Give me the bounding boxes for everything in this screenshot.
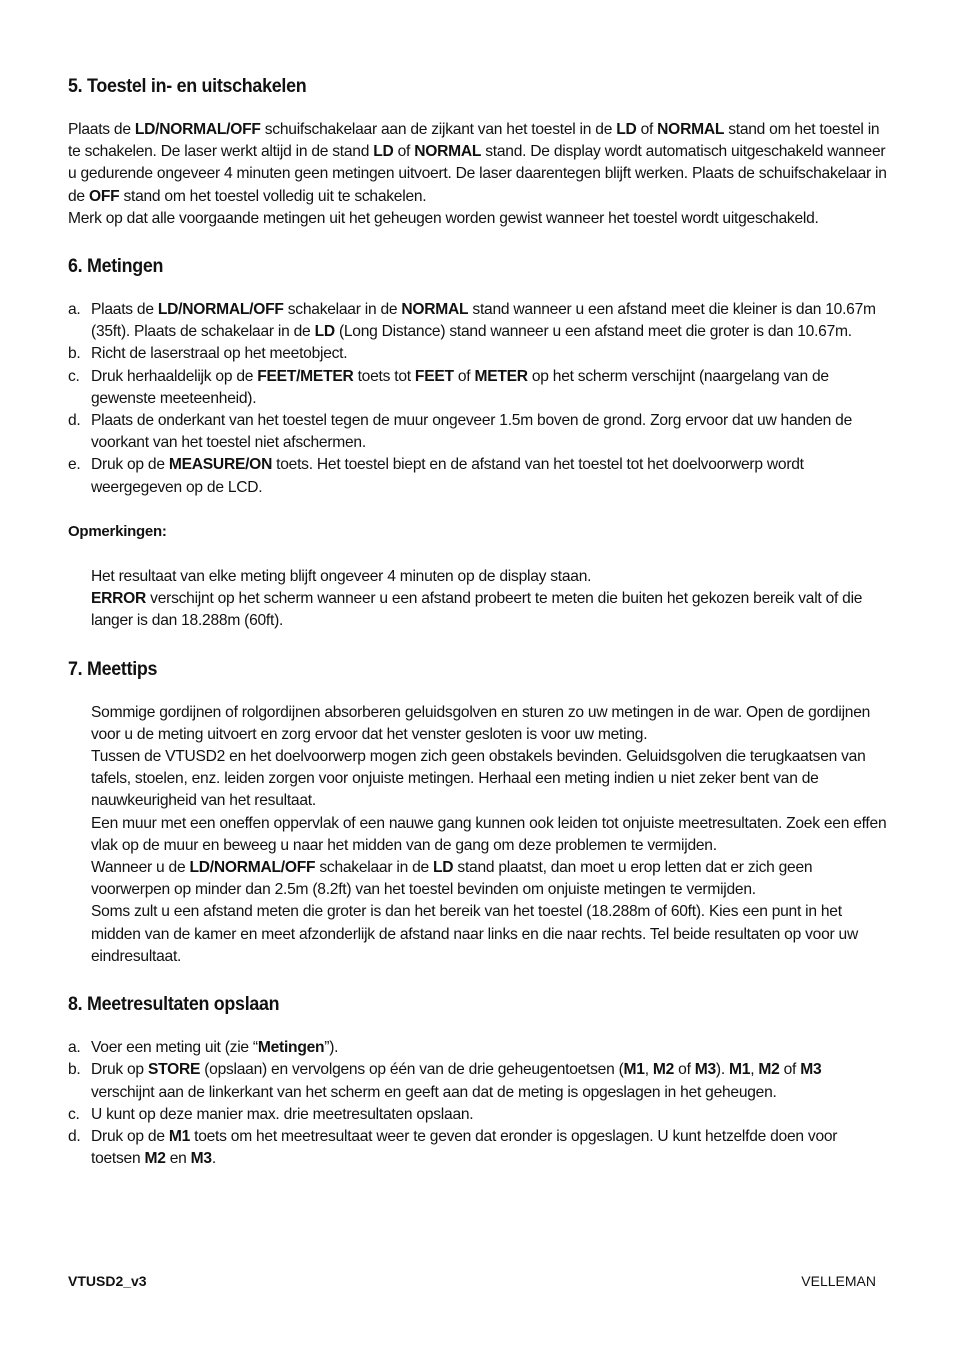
list-item-label: c. xyxy=(68,367,80,385)
list-item xyxy=(68,1126,888,1170)
section-7-title: 7. Meettips xyxy=(68,658,158,680)
list-item-text: Druk op de MEASURE/ON toets. Het toestel biept en de afstand van het toestel tot het doelvoorwerp wordt weergegeven op de LCD. xyxy=(91,456,804,496)
bold-term: Metingen xyxy=(257,1039,325,1057)
bold-term: M2 xyxy=(144,1150,166,1168)
bold-term: M2 xyxy=(652,1061,675,1079)
list-item-label: a. xyxy=(68,1039,81,1057)
list-item-text: U kunt op deze manier max. drie meetresultaten opslaan. xyxy=(91,1105,474,1123)
bold-term: LD/NORMAL/OFF xyxy=(134,121,261,138)
bold-term: ERROR xyxy=(91,590,147,608)
list-item-label: d. xyxy=(68,412,81,430)
bold-term: FEET xyxy=(414,367,454,385)
list-item-text: Voer een meting uit (zie “Metingen”). xyxy=(91,1039,339,1057)
tip-paragraph-2: Tussen de VTUSD2 en het doelvoorwerp mogen zich geen obstakels bevinden. Geluidsgolven die terugkaatsen van tafels, stoelen, enz. leiden zorgen voor onjuiste metingen. Herhaal een meting indien u niet zeker bent van de nauwkeurigheid van het resultaat. xyxy=(91,748,866,810)
list-item-label: b. xyxy=(68,345,81,363)
bold-term: M3 xyxy=(190,1150,212,1168)
section-8 xyxy=(68,990,888,1170)
bold-term: M1 xyxy=(623,1061,645,1079)
bold-term: LD xyxy=(314,323,335,341)
bold-term: FEET/METER xyxy=(257,367,354,385)
footer-model: VTUSD2_v3 xyxy=(68,1273,147,1289)
bold-term: M3 xyxy=(800,1061,822,1079)
bold-term: M3 xyxy=(694,1061,716,1079)
list-item-text: Plaats de LD/NORMAL/OFF schakelaar in de NORMAL stand wanneer u een afstand meet die kleiner is dan 10.67m (35ft). Plaats de schakelaar in de LD (Long Distance) stand wanneer u een afstand meet die groter is dan 10.67m. xyxy=(91,301,876,341)
bold-term: OFF xyxy=(88,187,120,205)
bold-term: NORMAL xyxy=(657,121,725,138)
bold-term: LD xyxy=(373,143,394,161)
bold-term: METER xyxy=(474,367,528,385)
section-5 xyxy=(68,72,888,230)
tip-paragraph-1: Sommige gordijnen of rolgordijnen absorberen geluidsgolven en sturen zo uw metingen in de war. Open de gordijnen voor u de meting uitvoert en zorg ervoor dat het venster gesloten is voor uw meting. xyxy=(91,703,871,743)
list-item-text: Plaats de onderkant van het toestel tegen de muur ongeveer 1.5m boven de grond. Zorg ervoor dat uw handen de voorkant van het toestel niet afschermen. xyxy=(91,412,853,452)
remark-2: ERROR verschijnt op het scherm wanneer u een afstand probeert te meten die buiten het gekozen bereik valt of die langer is dan 18.288m (60ft). xyxy=(91,590,863,630)
list-item-label: b. xyxy=(68,1061,81,1079)
bold-term: STORE xyxy=(147,1061,201,1079)
list-item-text: Druk op STORE (opslaan) en vervolgens op één van de drie geheugentoetsen (M1, M2 of M3). M1, M2 of M3 verschijnt aan de linkerkant van het scherm en geeft aan dat de meting is opgeslagen in het geheugen. xyxy=(91,1061,822,1101)
section-5-paragraph-1: Plaats de LD/NORMAL/OFF schuifschakelaar aan de zijkant van het toestel in de LD of NORMAL stand om het toestel in te schakelen. De laser werkt altijd in de stand LD of NORMAL stand. De display wordt automatisch uitgeschakeld wanneer u gedurende ongeveer 4 minuten geen metingen uitvoert. De laser daarentegen blijft werken. Plaats de schuifschakelaar in de OFF stand om het toestel volledig uit te schakelen. xyxy=(68,121,887,205)
footer-brand: VELLEMAN xyxy=(801,1273,876,1289)
bold-term: LD/NORMAL/OFF xyxy=(189,859,316,877)
list-item xyxy=(68,299,888,343)
bold-term: LD xyxy=(616,121,637,138)
section-7 xyxy=(68,655,888,968)
list-item xyxy=(68,343,888,365)
list-item xyxy=(68,1059,888,1103)
list-item xyxy=(68,1037,888,1059)
bold-term: LD/NORMAL/OFF xyxy=(157,301,284,319)
section-6-list xyxy=(68,299,888,499)
section-5-paragraph-2: Merk op dat alle voorgaande metingen uit het geheugen worden gewist wanneer het toestel wordt uitgeschakeld. xyxy=(68,209,819,227)
list-item-label: d. xyxy=(68,1127,81,1145)
section-5-title: 5. Toestel in- en uitschakelen xyxy=(68,76,307,97)
bold-term: NORMAL xyxy=(414,143,482,161)
section-6 xyxy=(68,252,888,633)
list-item xyxy=(68,454,888,498)
list-item-text: Druk herhaaldelijk op de FEET/METER toets tot FEET of METER op het scherm verschijnt (naargelang van de gewenste meeteenheid). xyxy=(91,367,829,407)
list-item-label: e. xyxy=(68,456,81,474)
list-item xyxy=(68,410,888,454)
list-item-label: c. xyxy=(68,1105,80,1123)
remarks-title: Opmerkingen: xyxy=(68,522,167,540)
document-page xyxy=(68,72,888,1192)
bold-term: M1 xyxy=(729,1061,751,1079)
remark-1: Het resultaat van elke meting blijft ongeveer 4 minuten op de display staan. xyxy=(91,568,592,586)
list-item-text: Richt de laserstraal op het meetobject. xyxy=(91,345,348,363)
tip-paragraph-5: Soms zult u een afstand meten die groter is dan het bereik van het toestel (18.288m of 60ft). Kies een punt in het midden van de kamer en meet afzonderlijk de afstand naar links en die naar rechts. Tel beide resultaten op voor uw eindresultaat. xyxy=(91,903,858,965)
list-item xyxy=(68,1104,888,1126)
list-item xyxy=(68,366,888,410)
tip-paragraph-3: Een muur met een oneffen oppervlak of een nauwe gang kunnen ook leiden tot onjuiste meetresultaten. Zoek een effen vlak op de muur en beweeg u naar het midden van de gang om deze problemen te vermijden. xyxy=(91,814,887,854)
section-8-title: 8. Meetresultaten opslaan xyxy=(68,994,280,1016)
tips-block xyxy=(68,702,888,968)
section-6-title: 6. Metingen xyxy=(68,256,164,278)
bold-term: MEASURE/ON xyxy=(168,456,273,474)
bold-term: NORMAL xyxy=(401,301,469,319)
bold-term: LD xyxy=(433,859,454,877)
list-item-label: a. xyxy=(68,301,81,319)
section-8-list xyxy=(68,1037,888,1170)
remarks-block xyxy=(68,566,888,633)
tip-paragraph-4: Wanneer u de LD/NORMAL/OFF schakelaar in de LD stand plaatst, dan moet u erop letten dat er zich geen voorwerpen op minder dan 2.5m (8.2ft) van het toestel bevinden om onjuiste metingen te vermijden. xyxy=(91,859,813,899)
bold-term: M1 xyxy=(168,1127,191,1145)
bold-term: M2 xyxy=(758,1061,780,1079)
list-item-text: Druk op de M1 toets om het meetresultaat weer te geven dat eronder is opgeslagen. U kunt hetzelfde doen voor toetsen M2 en M3. xyxy=(91,1127,838,1168)
